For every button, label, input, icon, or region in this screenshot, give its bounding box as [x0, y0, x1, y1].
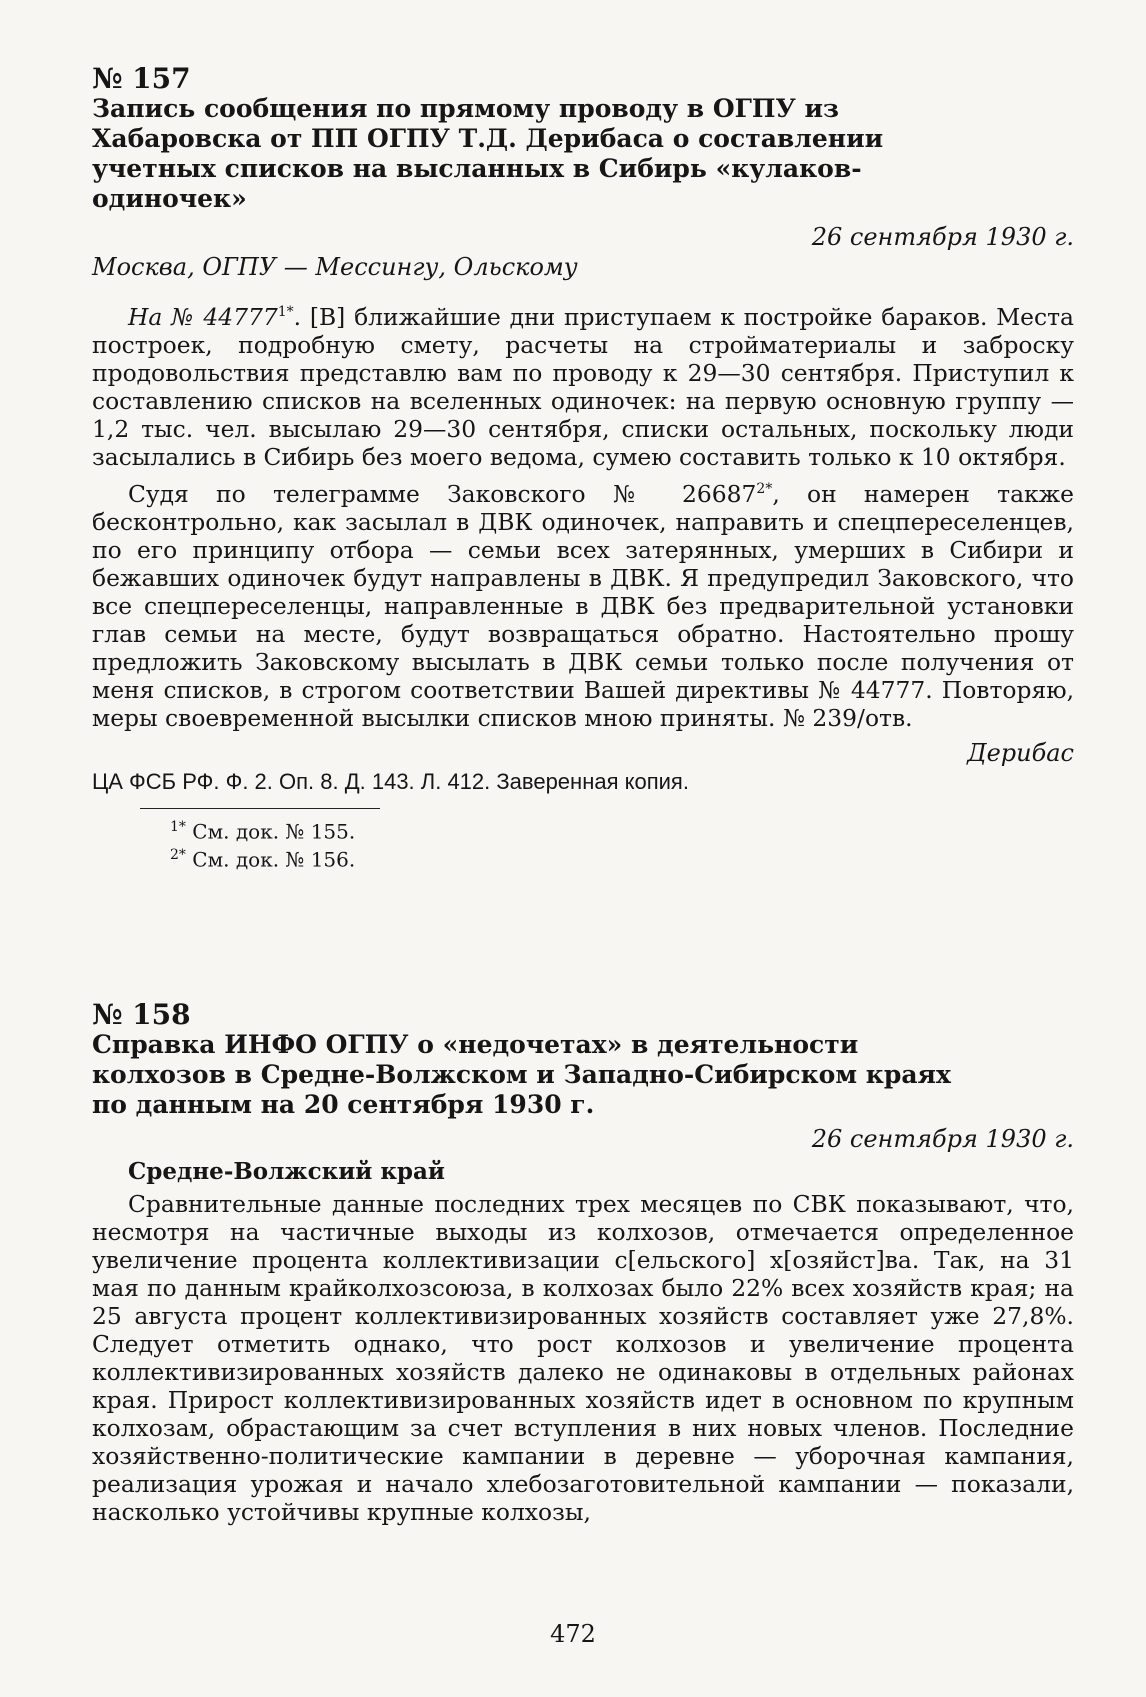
footnote-text: См. док. № 156. — [192, 847, 356, 872]
footnote-divider — [140, 808, 380, 809]
paragraph — [92, 298, 1074, 471]
doc-address: Москва, ОГПУ — Мессингу, Ольскому — [92, 253, 578, 281]
footnote — [170, 843, 1074, 872]
doc-date: 26 сентября 1930 г. — [811, 223, 1074, 251]
page-number: 472 — [550, 1620, 596, 1648]
document-158 — [92, 1000, 1074, 1526]
paragraph: Сравнительные данные последних трех месяцев по СВК показывают, что, несмотря на частичные выходы из колхозов, отмечается определенное увеличение процента коллективизации с[ельского] х[озяйст]ва. Так, на 31 мая по данным крайколхозсоюза, в колхозах было 22% всех хозяйств края; на 25 августа процент коллективизированных хозяйств составляет уже 27,8%. Следует отметить однако, что рост колхозов и увеличение процента коллективизированных хозяйств далеко не одинаковы в отдельных районах края. Прирост коллективизированных хозяйств идет в основном по крупным колхозам, обрастающим за счет вступления в них новых членов. Последние хозяйственно-политические кампании в деревне — уборочная кампания, реализация урожая и начало хлебозаготовительной кампании — показали, насколько устойчивы крупные колхозы, — [92, 1190, 1074, 1526]
document-157 — [92, 64, 1074, 872]
doc-number: № 157 — [92, 62, 191, 95]
region-heading: Средне-Волжский край — [128, 1158, 445, 1185]
footnote-ref: 2* — [756, 480, 773, 497]
footnote-ref: 1* — [277, 304, 294, 320]
archive-reference: ЦА ФСБ РФ. Ф. 2. Оп. 8. Д. 143. Л. 412. Заверенная копия. — [92, 768, 689, 794]
doc-title: Справка ИНФО ОГПУ о «недочетах» в деятельности колхозов в Средне-Волжском и Западно-Сибирском краях по данным на 20 сентября 1930 г. — [92, 1030, 951, 1119]
doc-title: Запись сообщения по прямому проводу в ОГПУ из Хабаровска от ПП ОГПУ Т.Д. Дерибаса о составлении учетных списков на высланных в Сибирь «кулаков-одиночек» — [92, 94, 884, 213]
signature: Дерибас — [967, 738, 1074, 767]
footnote-mark: 2* — [170, 847, 186, 864]
paragraph-text: Судя по телеграмме Заковского № 26687 — [128, 479, 757, 508]
doc-number: № 158 — [92, 998, 191, 1031]
paragraph — [92, 475, 1074, 732]
footnote-text: См. док. № 155. — [192, 819, 356, 844]
ref-number: На № 44777 — [128, 302, 278, 331]
footnote-mark: 1* — [170, 818, 186, 835]
paragraph-text: , он намерен также бесконтрольно, как засылал в ДВК одиночек, направить и спецпереселенцев, по его принципу отбора — семьи всех затерянных, умерших в Сибири и бежавших одиночек будут направлены в ДВК. Я предупредил Заковского, что все спецпереселенцы, направленные в ДВК без предварительной установки глав семьи на месте, будут возвращаться обратно. Настоятельно прошу предложить Заковскому высылать в ДВК семьи только после получения от меня списков, в строгом соответствии Вашей директивы № 44777. Повторяю, меры своевременной высылки списков мною приняты. № 239/отв. — [92, 479, 1074, 732]
doc-date: 26 сентября 1930 г. — [811, 1125, 1074, 1153]
footnote — [170, 815, 1074, 844]
paragraph-text: . [В] ближайшие дни приступаем к постройке бараков. Места построек, подробную смету, расчеты на стройматериалы и заброску продовольствия представлю вам по проводу к 29—30 сентября. Приступил к составлению списков на вселенных одиночек: на первую основную группу — 1,2 тыс. чел. высылаю 29—30 сентября, списки остальных, поскольку люди засылались в Сибирь без моего ведома, сумею составить только к 10 октября. — [92, 302, 1074, 471]
